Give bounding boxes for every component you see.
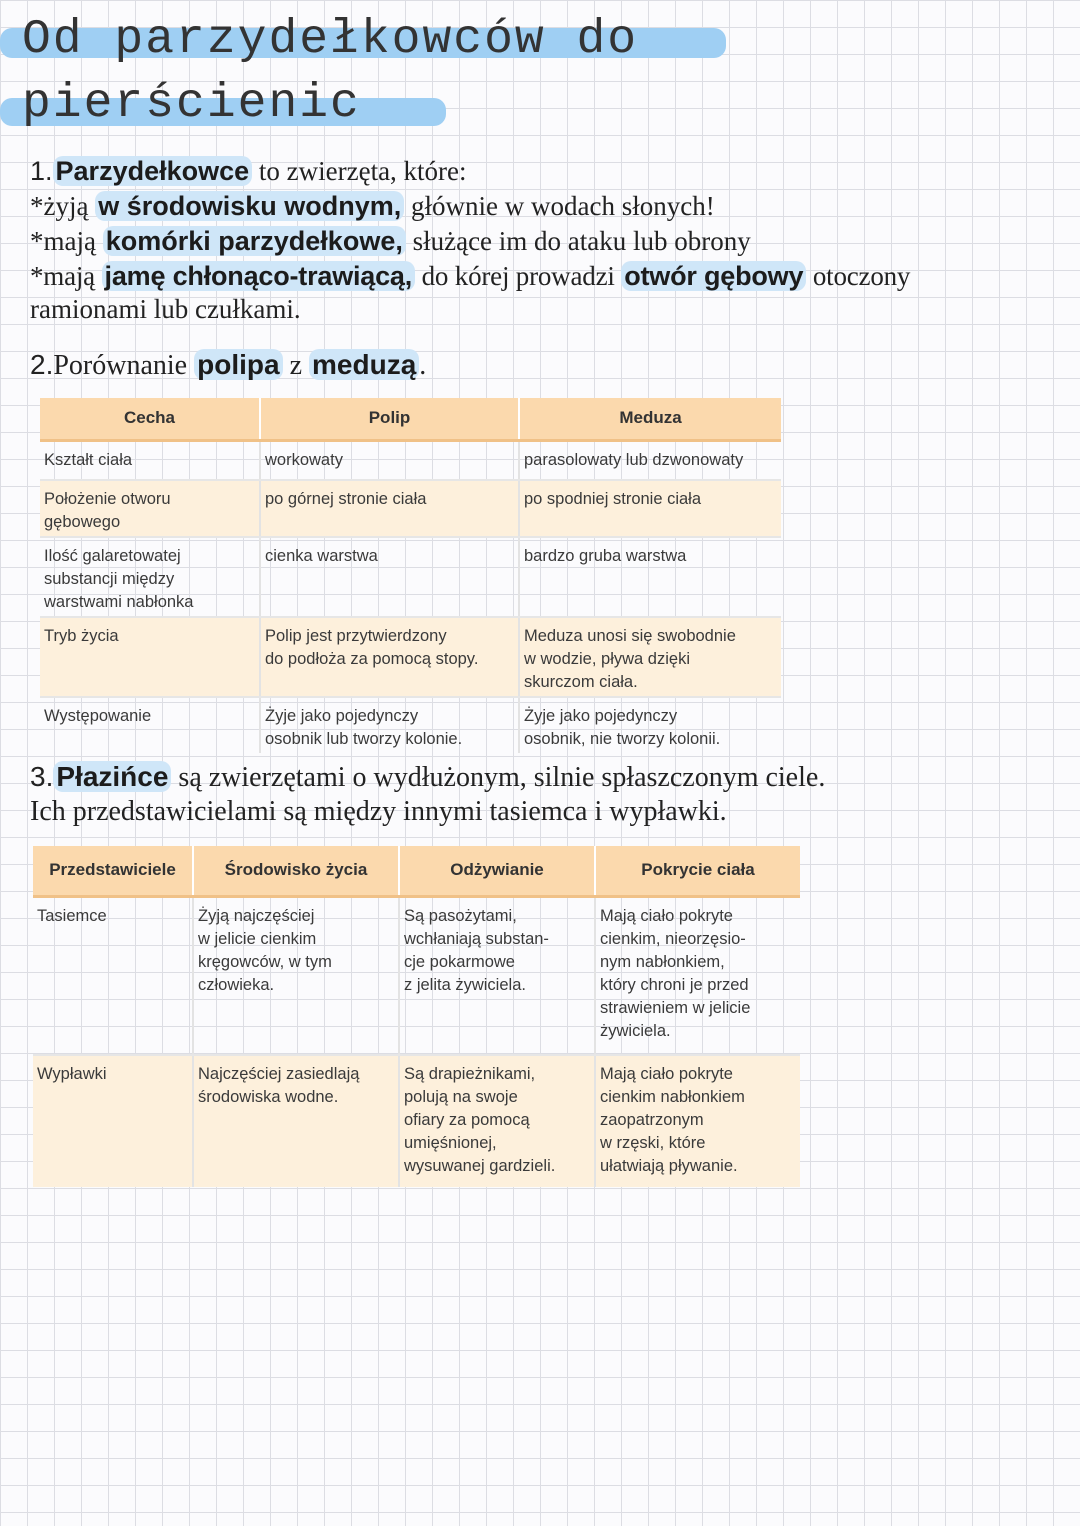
table-cell: [193, 1055, 399, 1187]
keyword: Płazińce: [53, 761, 171, 792]
cell-text: Kształt ciała: [44, 450, 133, 469]
cell-text: po górnej stronie ciała: [265, 490, 427, 508]
cell-text: workowaty: [265, 450, 343, 469]
cell-text: Są drapieżnikami, polują na swoje ofiary za pomocą umięśnionej, wysuwanej gardzieli.: [404, 1065, 556, 1175]
section-number: 1.: [30, 156, 53, 186]
table-row: [40, 440, 781, 480]
section1-bullet-3: [30, 259, 910, 294]
table-header-row: [40, 398, 781, 440]
cell-text: Żyją najczęściej w jelicie cienkim kręgowców, w tym człowieka.: [198, 906, 332, 994]
text: *mają: [30, 261, 102, 291]
column-header: Środowisko życia: [193, 846, 399, 896]
table-row: [33, 1055, 800, 1187]
title-line-1: [22, 13, 639, 67]
text: *żyją: [30, 191, 96, 221]
column-header: Odżywianie: [399, 846, 595, 896]
keyword: meduzą: [309, 349, 419, 380]
text: *mają: [30, 226, 103, 256]
keyword: otwór gębowy: [621, 261, 806, 291]
table-cell: [40, 537, 260, 617]
keyword: jamę chłonąco-trawiącą,: [102, 261, 416, 291]
section2-heading: [30, 347, 426, 383]
plazince-table: [33, 846, 800, 1187]
table-cell: [519, 617, 781, 697]
table-cell: [519, 697, 781, 753]
cell-text: Żyje jako pojedynczy osobnik, nie tworzy kolonii.: [524, 707, 721, 748]
text: do kórej prowadzi: [415, 261, 622, 291]
text: otoczony: [806, 261, 911, 291]
table-cell: [399, 896, 595, 1055]
cell-text: Meduza unosi się swobodnie w wodzie, pływa dzięki skurczom ciała.: [524, 627, 736, 691]
keyword: w środowisku wodnym,: [95, 191, 404, 221]
column-header: Meduza: [519, 398, 781, 440]
text: służące im do ataku lub obrony: [405, 226, 751, 256]
cell-text: Położenie otworu gębowego: [44, 490, 171, 531]
cell-text: Mają ciało pokryte cienkim nabłonkiem zaopatrzonym w rzęski, które ułatwiają pływanie.: [600, 1065, 745, 1175]
table-cell: [193, 896, 399, 1055]
text: głównie w wodach słonych!: [404, 191, 715, 221]
section1-bullet-1: [30, 189, 715, 224]
table-cell: [40, 617, 260, 697]
section1-bullet-2: [30, 224, 751, 259]
cell-text: Wypławki: [37, 1065, 107, 1083]
text: Porównanie: [53, 350, 195, 381]
column-header: Przedstawiciele: [33, 846, 193, 896]
table-cell: [260, 537, 519, 617]
table-cell: [595, 896, 800, 1055]
table-cell: [260, 697, 519, 753]
column-header: Cecha: [40, 398, 260, 440]
text: Ich przedstawicielami są między innymi tasiemca i wypławki.: [30, 796, 727, 827]
text: z: [282, 350, 310, 381]
cell-text: po spodniej stronie ciała: [524, 490, 702, 508]
section-number: 2.: [30, 349, 54, 380]
text: ramionami lub czułkami.: [30, 294, 301, 324]
cell-text: Żyje jako pojedynczy osobnik lub tworzy kolonie.: [265, 707, 463, 748]
table-cell: [260, 440, 519, 480]
cell-text: Występowanie: [44, 707, 152, 725]
polip-meduza-table: [40, 398, 781, 753]
table-cell: [260, 617, 519, 697]
table-cell: [519, 440, 781, 480]
table-cell: [260, 480, 519, 537]
table-cell: [33, 1055, 193, 1187]
text: .: [419, 350, 427, 381]
column-header: Pokrycie ciała: [595, 846, 800, 896]
title-line-2: [22, 77, 361, 131]
section1-intro: [30, 154, 467, 189]
table-row: [40, 537, 781, 617]
cell-text: Ilość galaretowatej substancji między warstwami nabłonka: [44, 547, 194, 611]
cell-text: Tasiemce: [37, 906, 107, 925]
page-title-line-1: Od parzydełkowców do: [22, 13, 639, 67]
keyword: polipa: [194, 349, 282, 380]
page-title-line-2: pierścienic: [22, 77, 361, 131]
column-header: Polip: [260, 398, 519, 440]
section1-bullet-3-cont: [30, 292, 301, 327]
table-row: [33, 896, 800, 1055]
table-cell: [595, 1055, 800, 1187]
cell-text: Polip jest przytwierdzony do podłoża za pomocą stopy.: [265, 627, 479, 668]
table-row: [40, 480, 781, 537]
keyword: komórki parzydełkowe,: [103, 226, 406, 256]
section-number: 3.: [30, 761, 54, 792]
table-cell: [519, 537, 781, 617]
cell-text: Są pasożytami, wchłaniają substan- cje pokarmowe z jelita żywiciela.: [404, 906, 549, 994]
table-cell: [40, 697, 260, 753]
section3-line-2: [30, 794, 727, 829]
table-row: [40, 697, 781, 753]
cell-text: Mają ciało pokryte cienkim, nieorzęsio- nym nabłonkiem, który chroni je przed strawieniem w jelicie żywiciela.: [600, 906, 751, 1040]
table-cell: [33, 896, 193, 1055]
table-row: [40, 617, 781, 697]
text: to zwierzęta, które:: [252, 156, 467, 186]
cell-text: Najczęściej zasiedlają środowiska wodne.: [198, 1065, 360, 1106]
cell-text: bardzo gruba warstwa: [524, 547, 687, 565]
table-cell: [519, 480, 781, 537]
table-cell: [40, 480, 260, 537]
keyword: Parzydełkowce: [53, 156, 253, 186]
cell-text: cienka warstwa: [265, 547, 378, 565]
text: są zwierzętami o wydłużonym, silnie spłaszczonym ciele.: [171, 762, 826, 793]
cell-text: Tryb życia: [44, 627, 119, 645]
table-cell: [399, 1055, 595, 1187]
table-header-row: [33, 846, 800, 896]
section3-line-1: [30, 759, 825, 795]
table-cell: [40, 440, 260, 480]
cell-text: parasolowaty lub dzwonowaty: [524, 450, 744, 469]
